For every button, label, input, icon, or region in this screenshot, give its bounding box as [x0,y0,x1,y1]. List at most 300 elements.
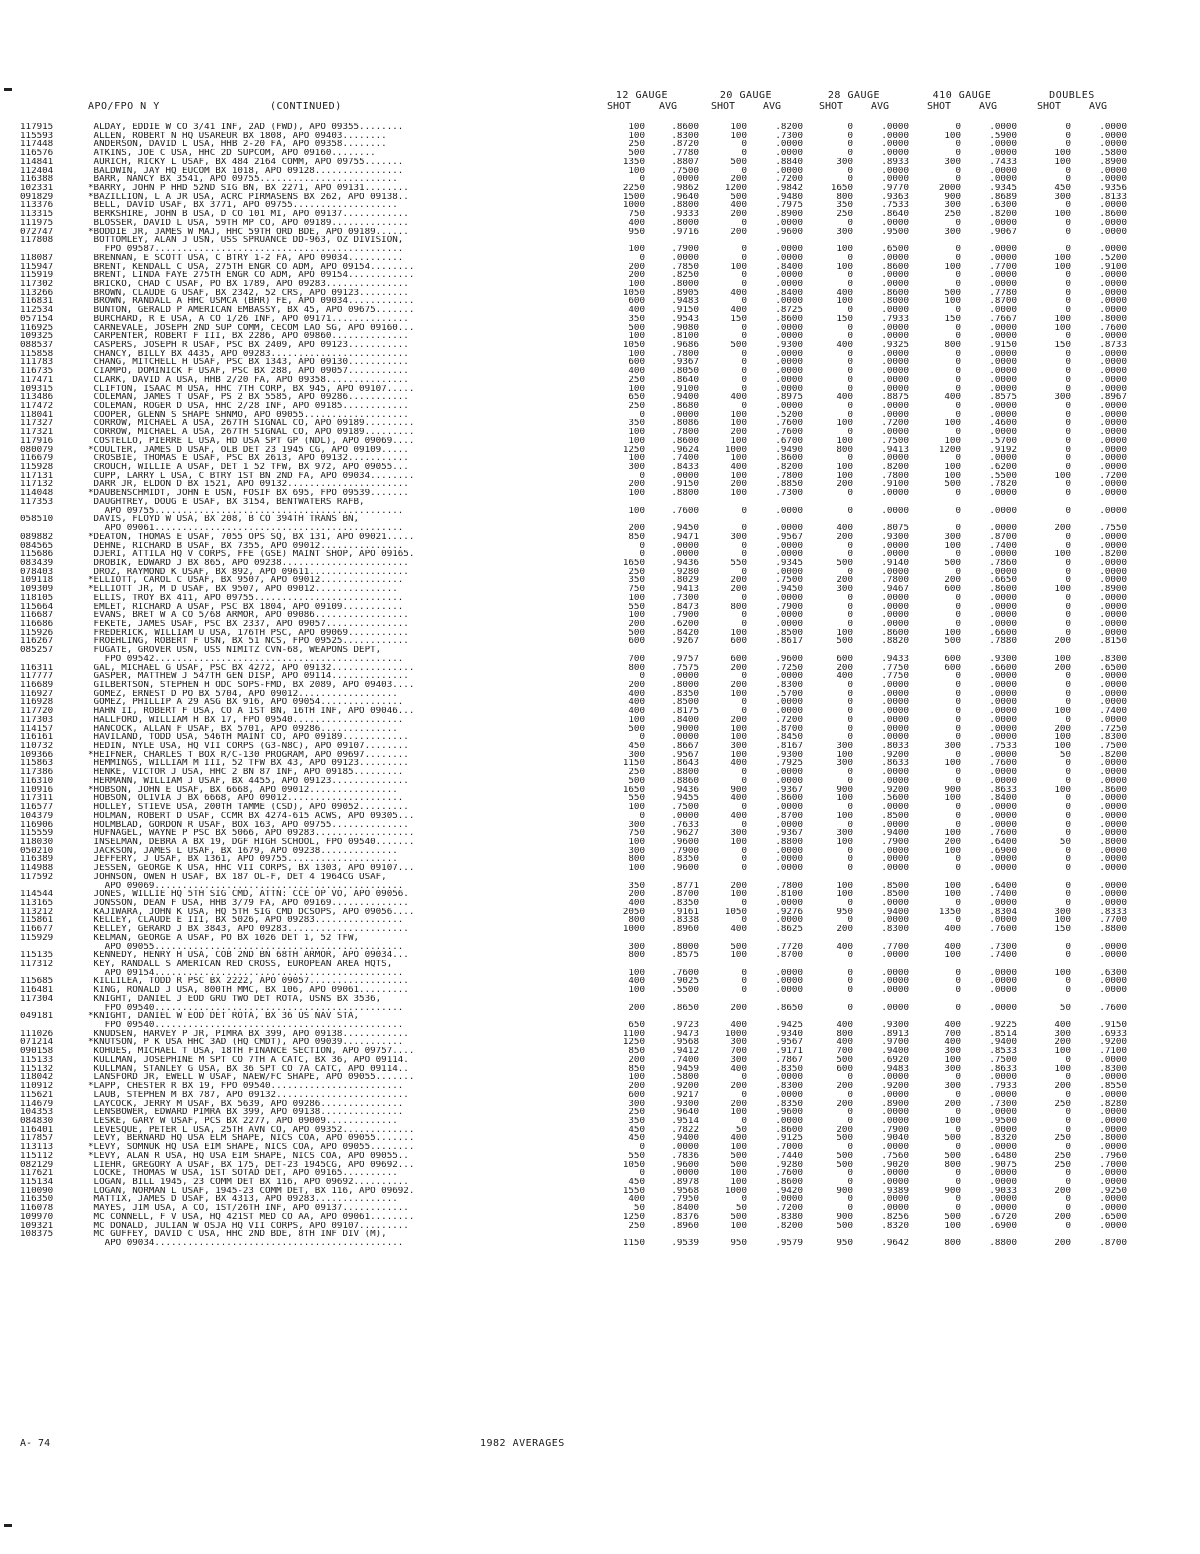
shot-value: 0 [639,811,645,821]
avg-value: .7400 [1099,707,1127,716]
member-name-address: BROWN, CLAUDE G USAF, BX 2342, 52 CRS, APO 09123......... [88,288,409,298]
shot-value: 650 [628,393,645,402]
avg-value: .0000 [775,149,803,158]
shot-value: 400 [730,1064,747,1074]
avg-value: .0000 [775,140,803,150]
shot-value: 750 [628,210,645,219]
table-row [20,1091,1180,1100]
shot-value: 100 [1054,157,1071,167]
member-id: 117302 [20,279,54,289]
avg-value: .0000 [881,724,909,734]
member-id: 116831 [20,297,54,307]
member-id: 115863 [20,759,54,769]
shot-value: 0 [955,279,961,289]
shot-value: 0 [1065,715,1071,725]
avg-value: .7975 [775,201,803,211]
shot-value: 200 [628,1055,645,1065]
shot-value [909,995,961,1004]
shot-value: 100 [628,611,645,620]
member-name-address: JEFFERY, J USAF, BX 1361, APO 09755.................... [88,855,398,865]
avg-value: .0000 [1099,558,1127,568]
shot-value: 800 [730,602,747,612]
avg-value: .0000 [989,619,1017,629]
shot-value: 0 [1065,410,1071,420]
avg-value [1071,873,1127,882]
member-name-address: KING, RONALD J USA, 800TH MMC, BX 106, APO 09061......... [88,986,409,995]
avg-value: .6200 [989,463,1017,472]
shot-value: 0 [1065,898,1071,908]
shot-value: 0 [1065,672,1071,681]
avg-value: .0000 [989,489,1017,498]
table-row [20,568,1180,577]
shot-value: 400 [944,393,961,402]
avg-value: .7600 [775,419,803,429]
shot-value: 0 [847,349,853,359]
avg-value: .9471 [671,532,699,542]
member-id: 117916 [20,436,54,446]
table-row [20,585,1180,594]
shot-value: 1150 [622,759,645,769]
shot-value: 0 [847,454,853,464]
member-name-address: KNIGHT, DANIEL J EOD GRU TWO DET ROTA, USNS BX 3536, [88,994,382,1004]
avg-value: .0000 [881,123,909,132]
shot-value: 100 [836,471,853,481]
avg-value: .0000 [1099,1169,1127,1178]
table-row [20,219,1180,228]
avg-value: .8725 [775,306,803,315]
shot-value: 400 [944,1038,961,1048]
table-row [20,550,1180,559]
shot-value: 0 [955,707,961,716]
avg-value: .8300 [775,1082,803,1091]
avg-value: .9600 [671,837,699,847]
avg-value: .9080 [671,323,699,333]
avg-value: .0000 [881,1073,909,1083]
avg-value: .8400 [989,794,1017,804]
member-id: 072747 [20,227,54,237]
avg-value: .0000 [1099,803,1127,812]
avg-value: .0000 [881,1090,909,1100]
avg-value: .9480 [775,192,803,202]
shot-value: 400 [730,393,747,402]
avg-value: .0000 [1099,288,1127,298]
avg-value: .7800 [881,471,909,481]
member-name-address: *HEIFNER, CHARLES T BOX R/C-130 PROGRAM, APO 09697........ [88,750,409,760]
shot-value: 100 [836,436,853,446]
avg-value: .9567 [671,750,699,760]
table-row [20,306,1180,315]
shot-value: 300 [944,227,961,237]
avg-value: .0000 [1099,1204,1127,1213]
avg-value: .8533 [989,1047,1017,1056]
shot-value: 2000 [938,184,961,193]
avg-value: .8350 [775,1099,803,1109]
shot-value: 0 [1065,698,1071,708]
shot-value: 1000 [724,1186,747,1196]
table-row [20,620,1180,629]
table-row [20,733,1180,742]
shot-value: 0 [1065,271,1071,280]
avg-value: .0000 [989,402,1017,411]
shot-value [615,1012,645,1021]
shot-value: 0 [1065,628,1071,638]
shot-value: 200 [730,663,747,673]
shot-value: 0 [1065,541,1071,551]
shot-value: 0 [1065,986,1071,995]
avg-value: .7600 [775,1169,803,1178]
avg-value: .0000 [775,968,803,978]
shot-value: 0 [847,968,853,978]
table-row [20,533,1180,542]
member-name-address: COLEMAN, ROGER D USA, HHC 2/28 INF, APO 09185............ [88,402,409,411]
shot-value: 0 [955,384,961,394]
avg-value: .0000 [1099,140,1127,150]
avg-value [853,515,909,524]
avg-value: .7860 [989,558,1017,568]
member-name-address: MC GUFFEY, DAVID C USA, HHC 2ND BDE, 8TH INF DIV (M), [88,1230,387,1239]
shot-value: 0 [1065,890,1071,899]
shot-value: 300 [944,157,961,167]
avg-value [961,960,1017,969]
shot-value: 900 [836,1186,853,1196]
avg-value: .7600 [775,428,803,437]
shot-value: 0 [955,454,961,464]
avg-value: .8350 [671,689,699,699]
member-name-address: CLARK, DAVID A USA, HHB 2/20 FA, APO 09358............... [88,375,409,385]
member-name-address: CLIFTON, ISAAC M USA, HHC 7TH CORP, BX 945, APO 09107..... [88,384,415,394]
avg-value: .8600 [1099,785,1127,795]
member-name-address: BERKSHIRE, JOHN B USA, D CO 101 MI, APO 09137............ [88,210,409,219]
member-id: 117386 [20,768,54,777]
avg-value: .0000 [775,375,803,385]
avg-value: .7700 [881,942,909,952]
shot-value: 0 [847,428,853,437]
avg-value: .8350 [671,855,699,865]
shot-value: 500 [944,480,961,490]
avg-value: .6650 [989,576,1017,586]
table-row [20,411,1180,420]
avg-value: .0000 [989,271,1017,280]
shot-value: 0 [639,1143,645,1152]
avg-value [853,995,909,1004]
shot-value: 0 [847,768,853,777]
shot-value: 500 [730,1151,747,1161]
avg-value: .8033 [881,742,909,751]
shot-value: 0 [1065,1108,1071,1117]
gauge-name: 28 GAUGE [827,90,881,101]
shot-value: 200 [628,681,645,690]
shot-value: 100 [1054,654,1071,664]
shot-value: 200 [836,1082,853,1091]
shot-value: 1000 [724,445,747,455]
shot-label: SHOT [607,101,632,112]
member-name-address: *COULTER, JAMES D USAF, OLB DET 23 1945 CG, APO 09109..... [88,445,409,455]
shot-value: 600 [944,654,961,664]
shot-value: 100 [628,803,645,812]
shot-value: 0 [1065,332,1071,341]
avg-value: .7836 [671,1151,699,1161]
shot-value [699,498,747,507]
shot-value: 0 [955,253,961,263]
avg-value: .0000 [989,218,1017,228]
avg-value: .9539 [671,1239,699,1248]
shot-value: 100 [836,628,853,638]
table-row [20,855,1180,864]
shot-value: 900 [944,785,961,795]
avg-value: .8050 [671,367,699,376]
table-row [20,934,1180,943]
avg-value: .0000 [881,689,909,699]
shot-value: 0 [955,803,961,812]
shot-value: 0 [955,916,961,926]
shot-value: 500 [730,942,747,952]
member-id: 117720 [20,707,54,716]
shot-value: 450 [628,1125,645,1135]
shot-value: 0 [847,1090,853,1100]
table-row [20,184,1180,193]
member-name-address: LIEHR, GREGORY A USAF, BX 175, DET-23 1945CG, APO 09692... [88,1160,415,1170]
member-id: 115685 [20,977,54,987]
avg-value [1071,236,1127,245]
avg-value: .9400 [881,829,909,838]
shot-value: 100 [730,1108,747,1117]
avg-value: .0000 [1099,332,1127,341]
avg-value: .8000 [671,942,699,952]
member-name-address: HOLMAN, ROBERT D USAF, CCMR BX 4274-615 ACWS, APO 09305... [88,811,415,821]
avg-value: .8900 [775,210,803,219]
avg-value: .8700 [775,811,803,821]
shot-value: 0 [847,175,853,185]
member-name-address: BELL, DAVID USAF, BX 3771, APO 09755................... [88,201,398,211]
table-row [20,245,1180,254]
table-row [20,707,1180,716]
shot-value: 250 [628,1108,645,1117]
shot-value: 0 [639,541,645,551]
avg-value: .7900 [671,846,699,856]
shot-value: 0 [847,1073,853,1083]
avg-value: .9862 [671,184,699,193]
shot-value: 950 [628,227,645,237]
shot-value: 0 [847,384,853,394]
member-id: 116679 [20,454,54,464]
avg-value: .9345 [775,558,803,568]
shot-value: 150 [1054,925,1071,934]
member-name-address: LANSFORD JR, EWELL W USAF, NAEW/FC SHAPE, APO 09055....... [88,1073,415,1083]
avg-value: .8625 [775,925,803,934]
member-id: 116310 [20,776,54,786]
shot-value [803,1230,853,1239]
avg-value: .9192 [989,445,1017,455]
avg-value: .0000 [1099,428,1127,437]
shot-value [699,646,747,655]
avg-value: .7533 [881,201,909,211]
avg-value: .9600 [671,1160,699,1170]
shot-value: 300 [1054,907,1071,917]
table-row [20,393,1180,402]
avg-value [961,934,1017,943]
avg-value: .0000 [881,140,909,150]
shot-value [803,1012,853,1021]
shot-value: 0 [847,1108,853,1117]
shot-value: 900 [836,785,853,795]
avg-value: .9067 [989,227,1017,237]
table-row [20,943,1180,952]
member-id: 109366 [20,750,54,760]
avg-value: .8807 [671,157,699,167]
member-name-address: LOGAN, BILL 1945, 23 COMM DET BX 116, APO 09692.......... [88,1177,409,1187]
avg-value: .7500 [989,1055,1017,1065]
member-name-address: LENSBOWER, EDWARD PIMRA BX 399, APO 09138............... [88,1108,404,1117]
table-row [20,1239,1180,1248]
avg-value: .0000 [881,619,909,629]
shot-value: 200 [1054,1186,1071,1196]
avg-value: .0000 [671,410,699,420]
shot-value: 400 [628,689,645,699]
avg-value: .8820 [881,637,909,647]
shot-value: 950 [730,1239,747,1248]
avg-value: .6900 [989,1221,1017,1231]
avg-value: .5500 [671,986,699,995]
avg-value: .0000 [1099,776,1127,786]
avg-value: .0000 [1099,951,1127,960]
avg-value: .0000 [775,619,803,629]
table-row [20,838,1180,847]
avg-value: .9514 [671,1116,699,1126]
avg-value: .0000 [1099,811,1127,821]
avg-value: .7200 [1099,471,1127,481]
shot-value: 0 [847,1195,853,1205]
shot-value: 2050 [622,907,645,917]
avg-value: .0000 [1099,681,1127,690]
margin-mark [4,88,12,91]
shot-value: 100 [836,794,853,804]
avg-value: .7800 [775,881,803,891]
avg-value: .7200 [881,419,909,429]
member-id: 109315 [20,384,54,394]
avg-value: .9100 [671,384,699,394]
avg-value: .8433 [671,463,699,472]
shot-value: 0 [1065,445,1071,455]
member-id: 117132 [20,480,54,490]
shot-value: 500 [628,323,645,333]
avg-value: .9140 [881,558,909,568]
table-row [20,524,1180,533]
member-id: 115926 [20,628,54,638]
avg-value: .0000 [671,175,699,185]
avg-value: .9356 [1099,184,1127,193]
shot-value: 0 [955,750,961,760]
shot-value: 100 [730,1177,747,1187]
avg-value: .8000 [881,297,909,307]
shot-value: 0 [955,898,961,908]
shot-value: 0 [1065,951,1071,960]
avg-value: .9716 [671,227,699,237]
shot-value [1017,236,1071,245]
avg-value: .0000 [881,306,909,315]
avg-value: .8500 [881,890,909,899]
avg-value: .8960 [671,1221,699,1231]
avg-value: .8376 [671,1212,699,1222]
shot-value: 500 [628,628,645,638]
shot-value: 1050 [622,288,645,298]
avg-value: .0000 [1099,602,1127,612]
avg-value: .0000 [775,1073,803,1083]
shot-value: 100 [1054,149,1071,158]
avg-value: .0000 [881,489,909,498]
shot-value: 450 [1054,184,1071,193]
shot-value: 0 [955,864,961,873]
avg-value [1071,498,1127,507]
member-id: 115686 [20,550,54,559]
shot-value: 0 [1065,384,1071,394]
avg-value: .0000 [989,611,1017,620]
avg-value: .8600 [775,1125,803,1135]
avg-value: .9276 [775,907,803,917]
member-name-address: CARNEVALE, JOSEPH 2ND SUP COMM, CECOM LAO SG, APO 09160... [88,323,415,333]
table-row [20,297,1180,306]
shot-value: 700 [628,654,645,664]
shot-value: 0 [847,1177,853,1187]
shot-value: 100 [944,794,961,804]
member-name-address: MC CONNELL, F V USA, HQ 421ST MED CO AA, APO 09061........ [88,1212,415,1222]
avg-value: .9075 [989,1160,1017,1170]
gauge-header-12 [607,90,677,112]
avg-value: .7600 [989,829,1017,838]
avg-value: .7550 [1099,524,1127,533]
avg-value: .7200 [775,1204,803,1213]
shot-value: 800 [628,916,645,926]
shot-value: 100 [944,1116,961,1126]
shot-value: 200 [944,837,961,847]
shot-value: 400 [836,1038,853,1048]
shot-value: 0 [741,271,747,280]
member-name-address: LEVESQUE, PETER L USA, 25TH AVN CO, APO 09352............. [88,1125,415,1135]
avg-value [645,960,699,969]
member-id: 116311 [20,663,54,673]
shot-value: 0 [1065,1125,1071,1135]
shot-value: 0 [955,1003,961,1013]
avg-value: .7600 [671,506,699,516]
member-id: 115858 [20,349,54,359]
avg-value: .0000 [881,131,909,141]
shot-value: 0 [741,323,747,333]
member-id: 117303 [20,715,54,725]
avg-value: .0000 [989,175,1017,185]
shot-value: 0 [1065,367,1071,376]
shot-value: 1150 [622,1239,645,1248]
avg-value: .0000 [775,253,803,263]
member-id: 114679 [20,1099,54,1109]
gauge-header-28 [819,90,889,112]
shot-value: 250 [944,210,961,219]
avg-value: .0000 [989,1143,1017,1152]
shot-value: 0 [847,689,853,699]
member-id: 117327 [20,419,54,429]
shot-value: 0 [847,306,853,315]
avg-value: .8633 [989,1064,1017,1074]
avg-value: .0000 [881,776,909,786]
member-id [20,882,88,891]
avg-value: .0000 [881,977,909,987]
shot-value: 100 [1054,471,1071,481]
shot-value: 400 [628,977,645,987]
avg-value: .8500 [881,881,909,891]
shot-value: 0 [741,402,747,411]
avg-value: .8200 [775,1221,803,1231]
avg-value: .7822 [671,1125,699,1135]
avg-value: .8840 [775,157,803,167]
shot-value: 100 [836,297,853,307]
